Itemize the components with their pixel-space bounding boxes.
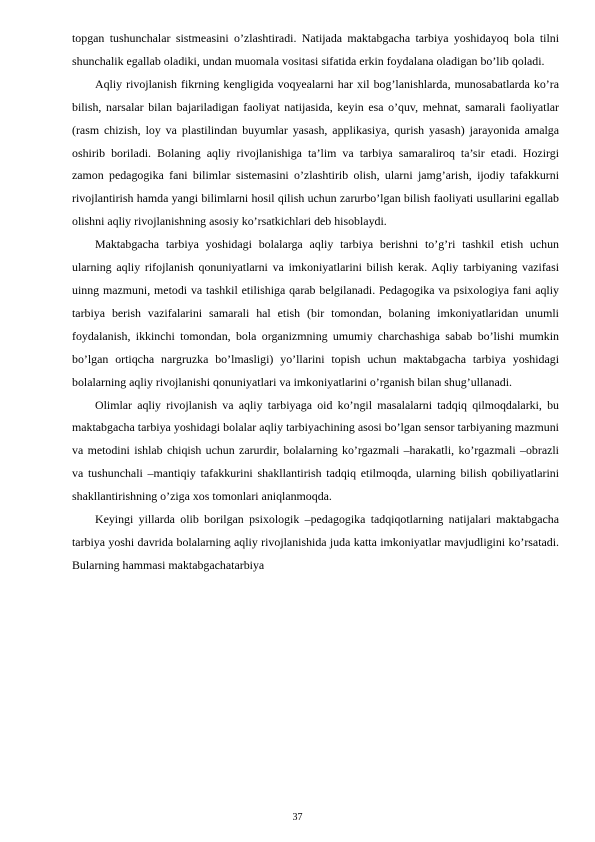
paragraph-5: Keyingi yillarda olib borilgan psixologik –pedagogika tadqiqotlarning natijalari maktabgacha tarbiya yoshi davrida bolalarning aqliy rivojlanishida juda katta imkoniyatlar mavjudligini ko’rsatadi. Bularning hammasi maktabgachatarbiya (72, 512, 559, 572)
paragraph-2: Aqliy rivojlanish fikrning kengligida voqyealarni har xil bog’lanishlarda, munosabatlarda ko’ra bilish, narsalar bilan bajariladigan faoliyat natijasida, keyin esa o’quv, mehnat, samarali faoliyatlar (rasm chizish, loy va plastilindan buyumlar yasash, applikasiya, qurish yasash) jarayonida amalga oshirib boriladi. Bolaning aqliy rivojlanishiga ta’lim va tarbiya samaraliroq ta’sir etadi. Hozirgi zamon pedagogika fani bilimlar sistemasini o’zlashtirib olish, ularni jamg’arish, ijodiy tafakkurni rivojlantirish hamda yangi bilimlarni hosil qilish uchun zarurbo’lgan bilish faoliyati usullarini egallab olishni aqliy rivojlanishning asosiy ko’rsatkichlari deb hisoblaydi. (72, 76, 559, 229)
document-page (72, 27, 559, 577)
paragraph-1: topgan tushunchalar sistmeasini o’zlashtiradi. Natijada maktabgacha tarbiya yoshidayoq bola tilni shunchalik egallab oladiki, undan muomala vositasi sifatida erkin foydalana oladigan bo’lib qoladi. (72, 31, 559, 68)
page-number: 37 (292, 812, 303, 823)
paragraph-4: Olimlar aqliy rivojlanish va aqliy tarbiyaga oid ko’ngil masalalarni tadqiq qilmoqdalarki, bu maktabgacha tarbiya yoshidagi bolalar aqliy tarbiyachining asosi bo’lgan sensor tarbiyaning mazmuni va metodini ishlab chiqish uchun zarurdir, bolalarning ko’rgazmali –harakatli, ko’rgazmali –obrazli va tushunchali –mantiqiy tafakkurini shakllantirish tadqiq etilmoqda, ularning bilish qobiliyatlarini shakllantirishning o’ziga xos tomonlari aniqlanmoqda. (72, 397, 559, 504)
paragraph-3: Maktabgacha tarbiya yoshidagi bolalarga aqliy tarbiya berishni to’g’ri tashkil etish uchun ularning aqliy rifojlanish qonuniyatlarni va imkoniyatlarini bilish kerak. Aqliy tarbiyaning vazifasi uinng mazmuni, metodi va tashkil etilishiga qarab belgilanadi. Pedagogika va psixologiya fani aqliy tarbiya berish vazifalarini samarali hal etish (bir tomondan, bolaning imkoniyatlaridan unumli foydalanish, ikkinchi tomondan, bola organizmning umumiy charchashiga sabab bo’lishi mumkin bo’lgan ortiqcha nargruzka bo’lmasligi) yo’llarini topish uchun maktabgacha tarbiya yoshidagi bolalarning aqliy rivojlanishi qonuniyatlari va imkoniyatlarini o’rganish bilan shug’ullanadi. (72, 237, 559, 389)
